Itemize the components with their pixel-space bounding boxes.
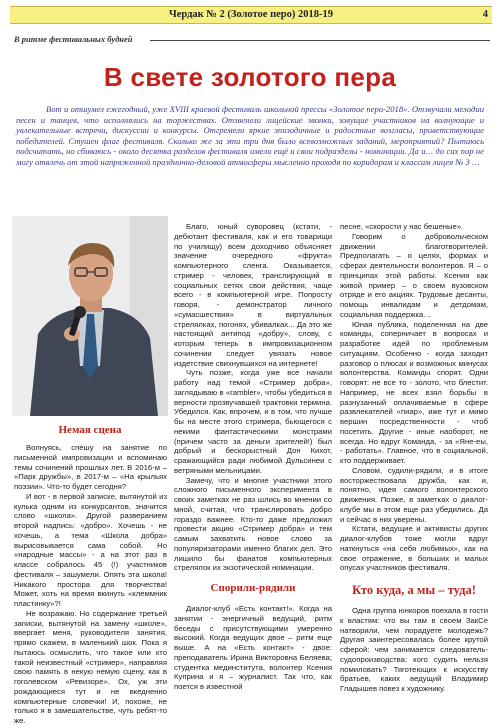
right-column-bottom xyxy=(340,606,488,694)
paragraph: И вот - в первой записке, вытянутой из кулька одним из конкурсантов, значится слово «школа». Другой разверанием второй надпись: «добро». Хочешь - не хочешь, а тема «Школа добра» вырисовывается сама собой. Но «народные массы» - а на этот раз в классе собралось 45 (!) участников фестиваля – зашумели. Опять эта школа! Никакого простора для творчества! Может, хоть на время вкинуть «клеммник пластинку»?! xyxy=(14,491,167,608)
article-intro: Вот и отшумел ежегодный, уже XVIII краевой фестиваль школьной прессы «Золотое перо-2018». Отзвучали мелодии песен и танцев, что исполнялись на торжествах. Отзвенели лицейские звонки, зовущие участников на волнующие и увлекательные встречи, дискуссии и конкурсы. Отгремели яркие эпизодичные и радостные возгласы, приветствующие победителей. Стушен флаг фестиваля. Сколько же за эти три дня было всевозможных заданий, мероприятий? Пытаюсь подсчитать, но сбиваюсь - около десятка разделов фестиваля имели ещё и свои подразделы - номинации. Да и… до сих пор не могу отвлечь от этой напряженной праздничнo-деловой атмосферы мысленно проходя по коридорам и классам лицея № 3 … xyxy=(16,104,484,167)
middle-column-bottom xyxy=(174,604,332,692)
paragraph: Благо, юный суворовец (кстати, - дебютант фестиваля, как и его товарищи по училищу) всем доходчиво объясняет значение очередного «фрукта» компьютерного сленга. Оказывается, стример - человек, транслирующий в социальных сетях свои действия, чаще всего - в компьютерной игре. Попросту говоря, - демонстратор личного «сумасшествия» в виртуальных стрелялках, погонях, убивалках... Да это же настоящий антипод «добру», слову, с которым теперь в импровизационном сочинении следует увязать новое издетствие свихнувшихся на интернете! xyxy=(174,222,332,368)
paragraph: Говорим о добровольческом движении благотворителей. Предполагать – о целях, формах и сферах деятельности волонтеров. Я – о принципах этой работы. Ксения как живой пример – о своем вузовском отряде и его акциях. Трудовые десанты, помощь инвалидам и детдомам, социальная поддержка… xyxy=(340,231,488,319)
section-title-where: Кто куда, а мы – туда! xyxy=(352,583,476,597)
speaker-photo xyxy=(12,216,168,416)
rubric-label: В ритме фестивальных будней xyxy=(14,34,133,44)
paragraph: Замечу, что и многие участники этого сложного письменного эксперимента в своих заметках не раз шлись во мнении со мной, считая, что транслировать добро гораздо важнее. Кто-то даже предложил провести акцию «Стример добра» и тем самым захватить новое слово за популяризаторами именно благих дел. Это лишило бы фанатов компьютерных стрелялок их экзотической номинации. xyxy=(174,475,332,573)
page-header xyxy=(10,6,492,24)
rubric-divider xyxy=(150,40,490,41)
newspaper-title: Чердак № 2 (Золотое перо) 2018-19 xyxy=(169,9,333,20)
photo-caption: Немая сцена xyxy=(58,424,122,436)
paragraph: Юная публика, поделенная на две команды, соперничает в вопросах и разработке идей по проблемным ситуациям. Особенно - когда заходит разговор о плюсах и возможных минусах волонтерства. Команды спорят. Одни говорят: не все то - золото, что блестит. Например, не всех взял борьбы в разнузанный оплачиваемые в сфере развлекателей «пиар», иже тут и мимо вершин посредственности - чтоб посетить. Другие - иные наоборот, не всегда. Но вдруг Команда, - за «Яне-еы, - работать». Главное, что в социальной, кто поддерживает. xyxy=(340,319,488,465)
page-number: 4 xyxy=(482,9,488,20)
paragraph: Волнуясь, спешу на занятие по письменной импровизации и вспоминаю темы сочинений прошлых лет. В 2016-м – «Парк дружбы», в 2017-м – «На крыльях поэзии». Что-то будет сегодня? xyxy=(14,443,167,491)
paragraph: Кстати, ведущие и активисты других диалог-клубов тоже могли вдруг наткнуться «на себя любимых», как на свое отражение, в больших и малых опусах участников фестиваля. xyxy=(340,524,488,573)
left-column xyxy=(14,443,167,726)
section-title-disputes: Спорили-рядили xyxy=(210,582,296,594)
middle-column-top xyxy=(174,222,332,573)
paragraph: Не возражаю. Но содержание третьей записки, вытянутой на замену «школе», ввергает меня, руководителя занятия, прямо скажем, в маленький шок. Пока я пытаюсь осмыслить, что такое или кто такой неизвестный «стример», направляя свою память в некую немую сцену, как в гоголевском «Ревизоре». Ох, уж эти рождающиеся тут и не вкедненно компьютерные словечки! И, похоже, не только я в замешательстве, чуть ребят-то же. xyxy=(14,608,167,725)
man-with-microphone-photo xyxy=(12,216,168,416)
paragraph: Словом, судили-рядили, и в итоге восторжествовала дружба, как и, понятно, идея самого волонтерского движения. Позже, в заметках о диалог-клубе мы в этом еще раз убедились. Да и сейчас в них уверены. xyxy=(340,465,488,524)
article-headline: В свете золотого пера xyxy=(103,62,397,92)
paragraph: Чуть позже, когда уже все начали работу над темой «Стример добра», заглядываю в «rambler», чтобы убедиться в верности прозвучавшей трактовки термина. Убедился. Как, впрочем, и в том, что лучше бы на месте этого стримера, бьющегося с некими фантастическими монстрами (причем часто за деньги зрителей!) был добрый и бескорыстный Дон Кихот, сражающийся ради любимой Дульсинеи с ветряными мельницами. xyxy=(174,368,332,475)
paragraph: Диалог-клуб «Есть контакт!». Когда на занятии - энергичный ведущий, ритм беседы с присутствующими умеренно высокий. Когда ведущих двое – ритм еще выше. А на «Есть контакт» - двое: преподаватель Ирина Викторовна Беляева; студентка мединститута, волонтер Ксения Куприна и я – журналист. Так что, как поется в известной xyxy=(174,604,332,691)
paragraph: Одна группа юнкоров поехала в гости к властям: что вы там в своем ЗакСе натворили, чем порадуете молодежь? Другая заинтересовалась более крутой сферой: чем занимается следователь-судопроизводства: кого судить нельзя помиловать? Тяготеющих к искусству братьев, каких ведущий Владимир Гладышев повез к художнику. xyxy=(340,606,488,693)
paragraph: песне, «скорости у нас бешеные». xyxy=(340,222,464,231)
right-column-top xyxy=(340,222,488,573)
